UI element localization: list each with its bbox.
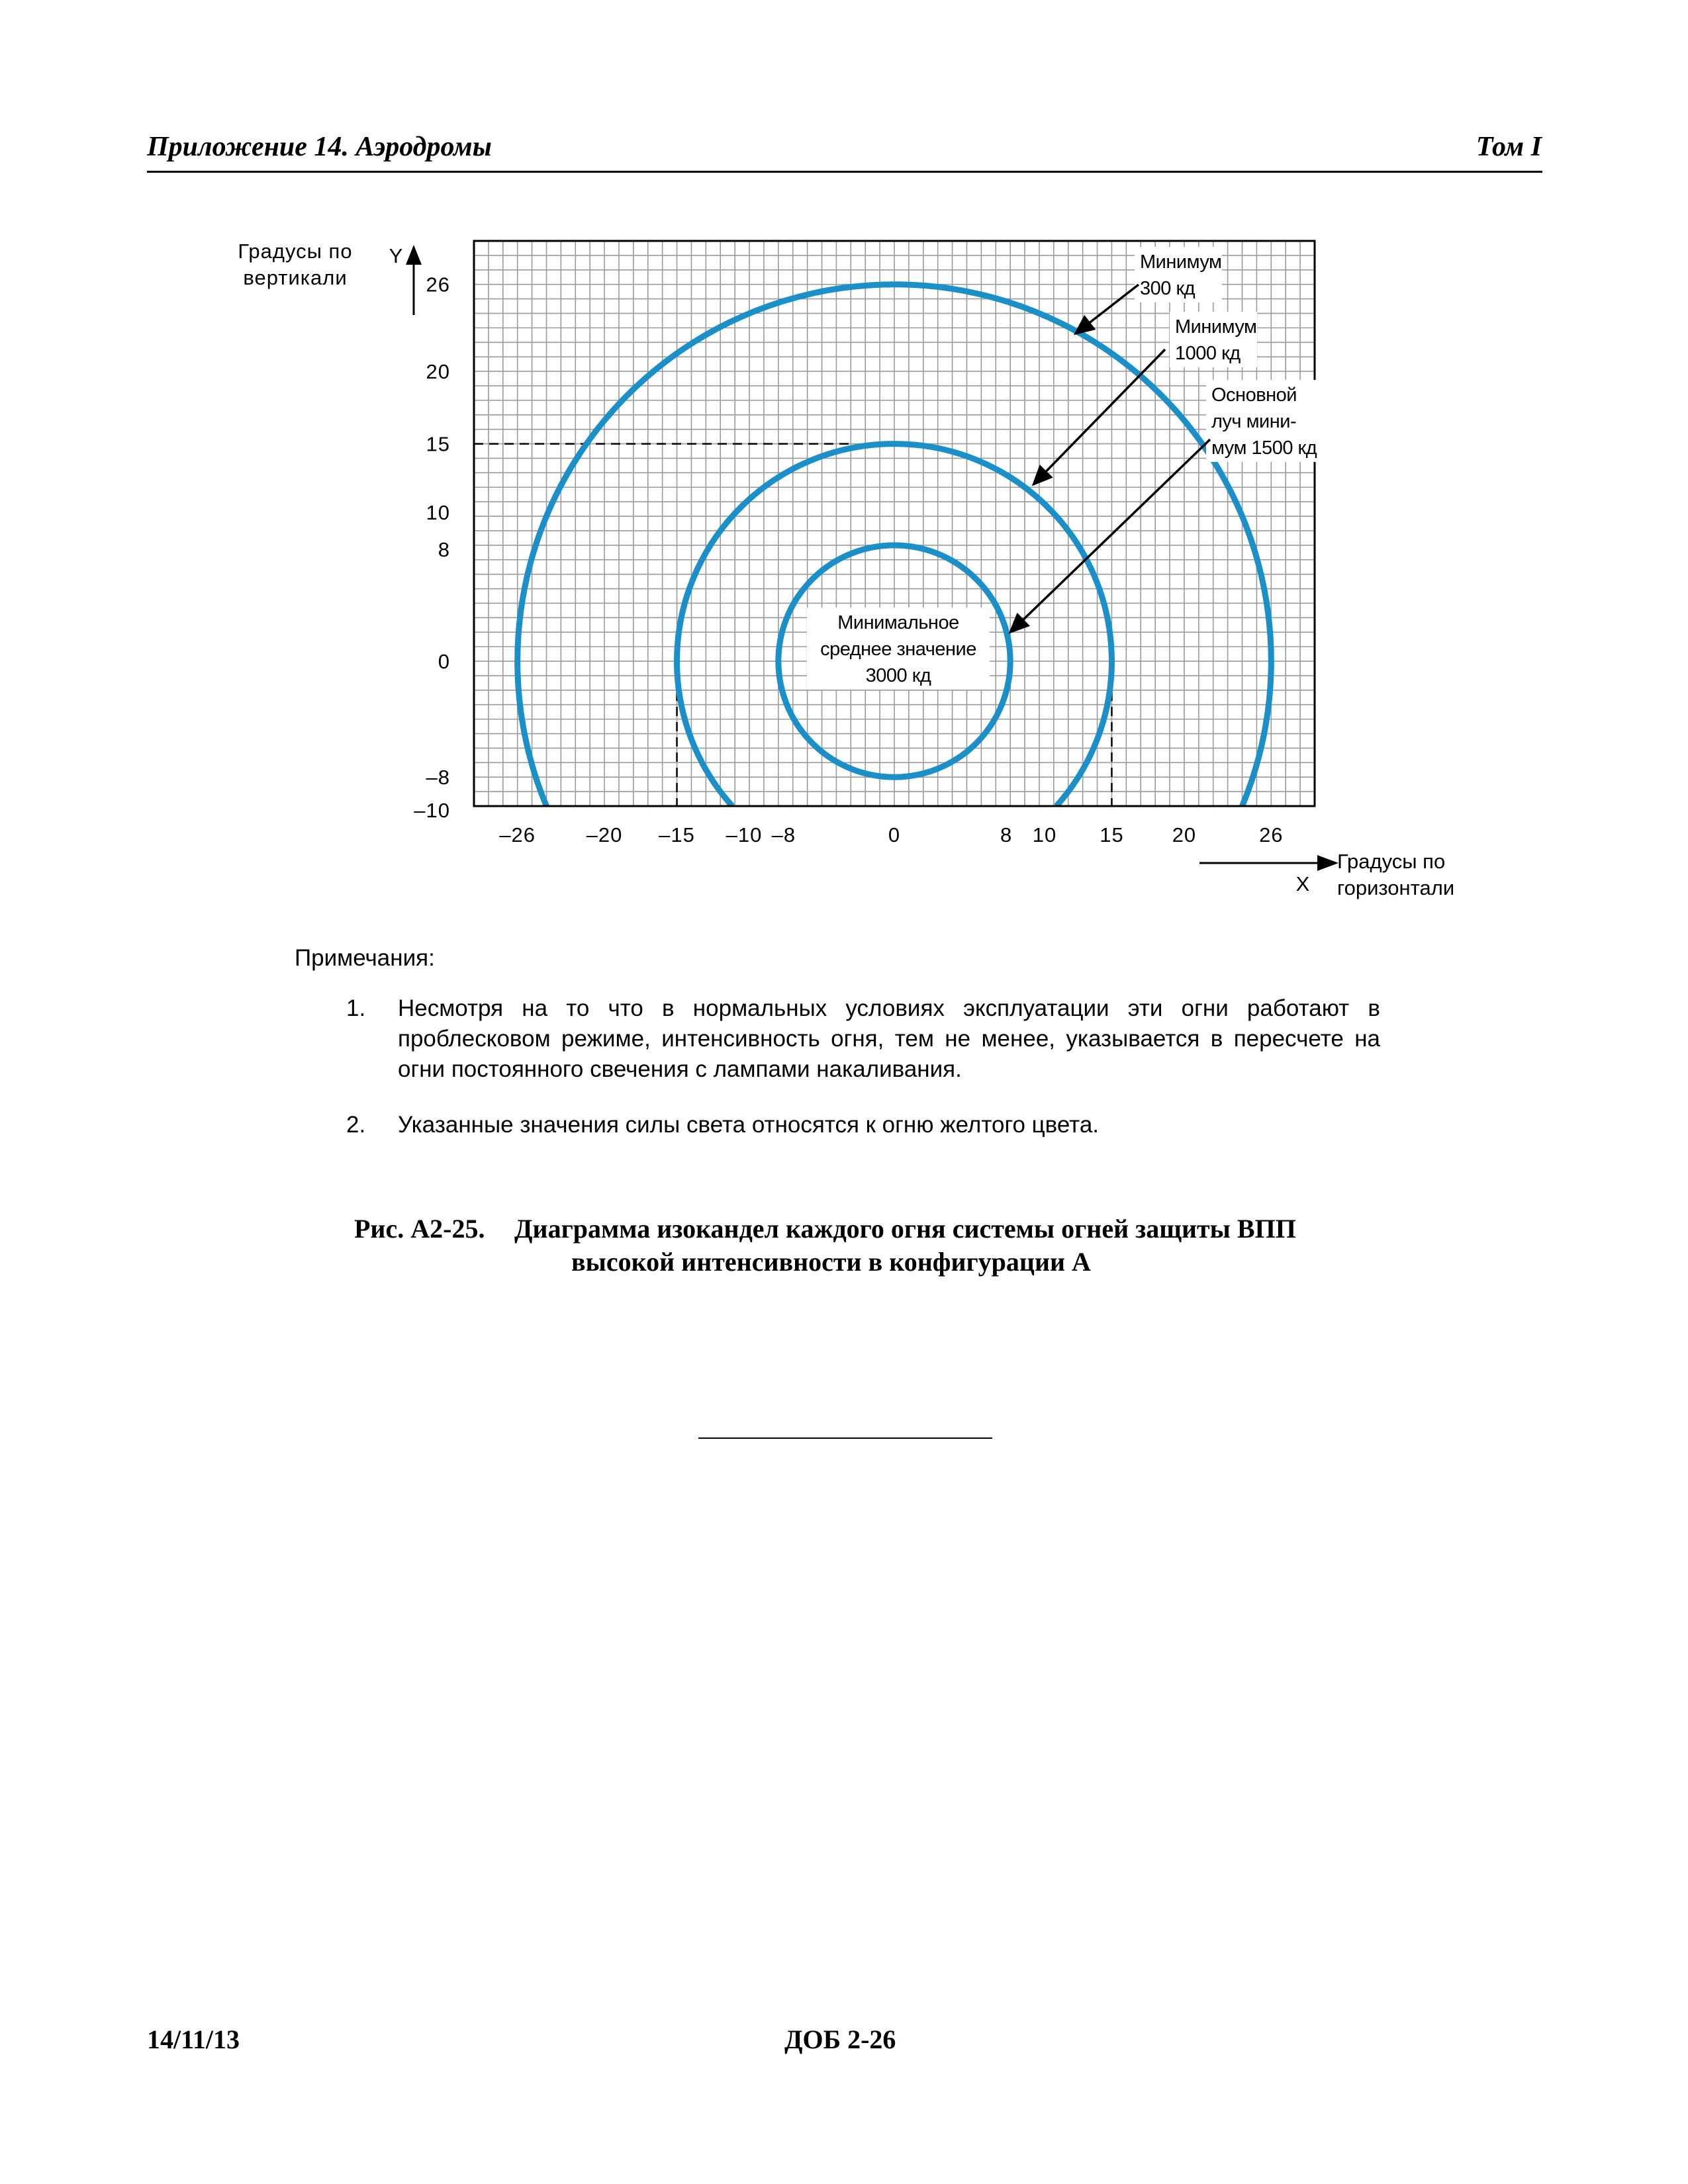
x-axis-title-line: горизонтали <box>1337 876 1455 899</box>
x-tick-label: 10 <box>1032 823 1057 846</box>
x-tick-label: 0 <box>888 823 901 846</box>
y-tick-label: 26 <box>426 273 450 296</box>
figure-number: Рис. А2-25. <box>354 1214 485 1244</box>
end-of-section-rule <box>698 1437 992 1439</box>
x-axis-arrowhead <box>1317 855 1338 871</box>
annotation-label-line: Минимум <box>1175 316 1257 338</box>
y-axis-title-line: Градусы по <box>238 240 353 263</box>
figure-title-line1: Диаграмма изокандел каждого огня системы огней защиты ВПП <box>514 1214 1296 1244</box>
annotation-label-line: 1000 кд <box>1175 343 1241 364</box>
y-tick-label: 20 <box>426 360 450 384</box>
footer-page-number: ДОБ 2-26 <box>784 2025 896 2054</box>
isocandela-chart <box>0 0 1688 927</box>
x-tick-label: 8 <box>1000 823 1013 846</box>
x-tick-label: –26 <box>499 823 536 846</box>
annotation-label-line: мум 1500 кд <box>1211 437 1317 459</box>
annotation-label-line: 3000 кд <box>865 665 931 686</box>
x-tick-label: 15 <box>1100 823 1124 846</box>
y-axis-letter: Y <box>389 244 403 267</box>
y-tick-label: –10 <box>414 799 450 822</box>
x-tick-label: 26 <box>1259 823 1284 846</box>
annotation-label-line: Основной <box>1211 385 1297 406</box>
y-tick-label: 0 <box>438 650 450 674</box>
x-axis-title <box>1337 850 1454 899</box>
note-number: 2. <box>346 1112 366 1138</box>
annotation-label-line: луч мини- <box>1211 411 1297 432</box>
annotation-label-line: Минимум <box>1140 251 1222 273</box>
note-text: Несмотря на то что в нормальных условиях эксплуатации эти огни работают в проблесковом режиме, интенсивность огня, тем не менее, указывается в пересчете на огни постоянного свечения с лампами накаливания. <box>398 995 1380 1082</box>
note-text: Указанные значения силы света относятся к огню желтого цвета. <box>398 1112 1100 1138</box>
y-axis-arrowhead <box>406 245 422 265</box>
x-tick-label: –20 <box>586 823 623 846</box>
notes-title: Примечания: <box>295 945 435 971</box>
note-item <box>295 993 1380 1085</box>
x-tick-label: 20 <box>1172 823 1197 846</box>
annotation-arrow <box>1076 285 1139 334</box>
y-tick-label: 15 <box>426 432 450 456</box>
running-header-volume: Том I <box>1476 132 1542 162</box>
annotation-label-line: Минимальное <box>837 612 959 633</box>
note-number: 1. <box>346 995 366 1021</box>
annotation-label-line: среднее значение <box>820 639 976 660</box>
y-tick-label: 8 <box>438 537 450 561</box>
x-tick-label: –10 <box>726 823 763 846</box>
annotation-label-line: 300 кд <box>1140 278 1196 299</box>
note-item <box>295 1110 1380 1140</box>
y-tick-label: 10 <box>426 501 450 525</box>
y-axis-title <box>238 240 352 289</box>
y-axis-title-line: вертикали <box>243 266 348 289</box>
figure-title-line2: высокой интенсивности в конфигурации А <box>571 1247 1091 1277</box>
notes-section <box>295 943 1380 1165</box>
annotation-arrow <box>1033 349 1165 484</box>
x-axis-title-line: Градусы по <box>1337 850 1446 873</box>
running-header-title: Приложение 14. Аэродромы <box>147 132 492 162</box>
x-axis-letter: X <box>1295 872 1310 895</box>
x-tick-label: –8 <box>771 823 796 846</box>
y-tick-label: –8 <box>426 766 450 790</box>
x-tick-label: –15 <box>659 823 695 846</box>
footer-date: 14/11/13 <box>147 2025 240 2054</box>
